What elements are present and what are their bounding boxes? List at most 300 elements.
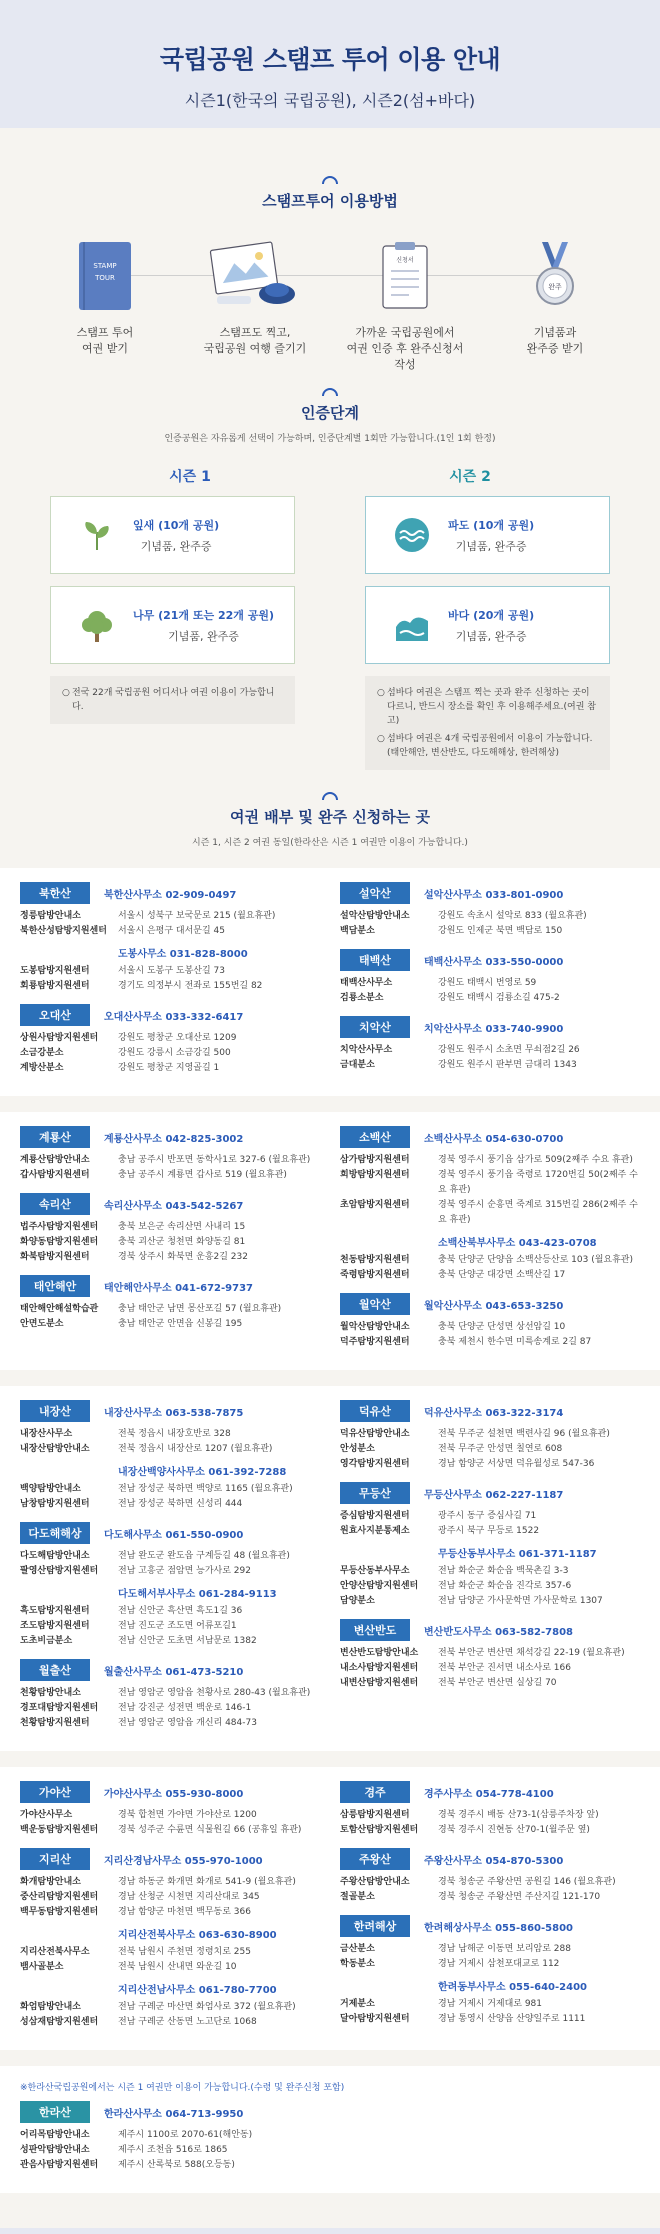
place-name: 천황탐방지원센터 bbox=[20, 1718, 90, 1728]
park-office: 덕유산사무소 063-322-3174 bbox=[424, 1407, 564, 1419]
park-entry bbox=[340, 1781, 640, 1838]
place-row bbox=[340, 1253, 640, 1268]
place-name: 다도해탐방안내소 bbox=[20, 1551, 90, 1561]
place-row bbox=[340, 1997, 640, 2012]
place-row bbox=[340, 1457, 640, 1472]
levels-section bbox=[0, 388, 660, 770]
place-name: 가야산사무소 bbox=[20, 1810, 73, 1820]
park-entry bbox=[340, 949, 640, 1006]
place-row bbox=[20, 1317, 320, 1332]
park-head bbox=[340, 1619, 640, 1641]
place-name: 성판악탐방안내소 bbox=[20, 2145, 90, 2155]
place-row bbox=[20, 1960, 320, 1975]
place-row bbox=[340, 1043, 640, 1058]
park-entry bbox=[340, 1016, 640, 1073]
place-address: 경북 영주시 풍기읍 죽령로 1720번길 50(2째주 수요 휴관) bbox=[438, 1170, 638, 1195]
place-address: 전북 무주군 설천면 백련사길 96 (월요휴관) bbox=[438, 1429, 610, 1439]
place-row bbox=[340, 1594, 640, 1609]
place-row bbox=[340, 1320, 640, 1335]
park-head bbox=[20, 1004, 320, 1026]
place-address: 충북 보은군 속리산면 사내리 15 bbox=[118, 1222, 246, 1232]
place-address: 전북 무주군 안성면 칠연로 608 bbox=[438, 1444, 563, 1454]
place-row bbox=[340, 1524, 640, 1539]
region-left-column bbox=[20, 1400, 320, 1741]
place-name: 계방산분소 bbox=[20, 1063, 64, 1073]
park-office: 태백산사무소 033-550-0000 bbox=[424, 956, 564, 968]
place-row bbox=[340, 1579, 640, 1594]
park-office: 설악산사무소 033-801-0900 bbox=[424, 889, 564, 901]
park-head bbox=[20, 1275, 320, 1297]
place-name: 내소사탐방지원센터 bbox=[340, 1663, 419, 1673]
place-address: 경남 함양군 서상면 덕유월성로 547-36 bbox=[438, 1459, 595, 1469]
park-office: 경주사무소 054-778-4100 bbox=[424, 1788, 554, 1800]
tree-icon bbox=[77, 605, 117, 645]
park-head bbox=[340, 1016, 640, 1038]
region-left-column bbox=[20, 1781, 320, 2040]
place-row bbox=[20, 1875, 320, 1890]
place-row bbox=[340, 909, 640, 924]
place-address: 제주시 조천읍 516로 1865 bbox=[118, 2145, 228, 2155]
park-entry bbox=[20, 1400, 320, 1512]
place-address: 강원도 인제군 북면 백담로 150 bbox=[438, 926, 563, 936]
place-name: 백담분소 bbox=[340, 926, 375, 936]
place-row bbox=[20, 1031, 320, 1046]
park-sub-office: 지리산전남사무소 061-780-7700 bbox=[118, 1985, 277, 1996]
park-entry bbox=[340, 1915, 640, 2027]
levels-title: 인증단계 bbox=[301, 404, 359, 422]
place-address: 충북 단양군 단성면 상선암길 10 bbox=[438, 1322, 566, 1332]
park-office: 월출산사무소 061-473-5210 bbox=[104, 1666, 244, 1678]
place-row bbox=[340, 1942, 640, 1957]
footer-bar bbox=[0, 2228, 660, 2234]
park-office: 한려해상사무소 055-860-5800 bbox=[424, 1922, 573, 1934]
place-row bbox=[340, 2012, 640, 2027]
place-address: 충남 공주시 계룡면 갑사로 519 (월요휴관) bbox=[118, 1170, 287, 1180]
place-row bbox=[340, 1268, 640, 1283]
place-name: 안면도분소 bbox=[20, 1319, 64, 1329]
region-block bbox=[0, 1767, 660, 2050]
place-address: 광주시 동구 증심사길 71 bbox=[438, 1511, 537, 1521]
place-row bbox=[20, 2158, 640, 2173]
place-address: 전남 화순군 화순읍 백묵촌길 3-3 bbox=[438, 1566, 569, 1576]
place-address: 경남 거제시 거제대로 981 bbox=[438, 1999, 543, 2009]
place-row bbox=[340, 1676, 640, 1691]
park-entry bbox=[20, 1659, 320, 1731]
park-entry bbox=[20, 882, 320, 994]
park-tag: 치악산 bbox=[340, 1016, 410, 1038]
park-sub-office: 도봉사무소 031-828-8000 bbox=[118, 949, 248, 960]
park-tag: 오대산 bbox=[20, 1004, 90, 1026]
place-name: 흑도탐방지원센터 bbox=[20, 1606, 90, 1616]
park-tag: 설악산 bbox=[340, 882, 410, 904]
region-left-column bbox=[20, 1126, 320, 1360]
place-name: 금대분소 bbox=[340, 1060, 375, 1070]
arc-icon bbox=[322, 792, 338, 800]
places-blocks bbox=[0, 868, 660, 2050]
park-head bbox=[20, 1659, 320, 1681]
place-name: 팔영산탐방지원센터 bbox=[20, 1566, 99, 1576]
place-row bbox=[20, 1427, 320, 1442]
stamp-photo-icon bbox=[190, 237, 320, 315]
place-row bbox=[20, 1945, 320, 1960]
place-address: 강원도 태백시 번영로 59 bbox=[438, 978, 537, 988]
place-address: 강원도 평창군 오대산로 1209 bbox=[118, 1033, 237, 1043]
place-address: 전북 부안군 변산면 실상길 70 bbox=[438, 1678, 557, 1688]
place-address: 충북 단양군 단양읍 소백산등산로 103 (월요휴관) bbox=[438, 1255, 633, 1265]
park-head bbox=[340, 1400, 640, 1422]
step-4-label: 기념품과 완주증 받기 bbox=[526, 326, 584, 355]
place-row bbox=[340, 1875, 640, 1890]
place-name: 법주사탐방지원센터 bbox=[20, 1222, 99, 1232]
place-address: 경기도 의정부시 전좌로 155번길 82 bbox=[118, 981, 263, 991]
place-row bbox=[340, 991, 640, 1006]
place-name: 어리목탐방안내소 bbox=[20, 2130, 90, 2140]
method-title: 스탬프투어 이용방법 bbox=[262, 192, 398, 210]
place-address: 경남 산청군 시천면 지리산대로 345 bbox=[118, 1892, 260, 1902]
place-name: 내장산탐방안내소 bbox=[20, 1444, 90, 1454]
place-name: 지리산전북사무소 bbox=[20, 1947, 90, 1957]
park-office: 월악산사무소 043-653-3250 bbox=[424, 1300, 564, 1312]
place-name: 북한산성탐방지원센터 bbox=[20, 926, 107, 936]
place-name: 증심탐방지원센터 bbox=[340, 1511, 410, 1521]
form-clipboard-icon bbox=[340, 237, 470, 315]
park-entry bbox=[340, 1400, 640, 1472]
park-entry bbox=[20, 1126, 320, 1183]
park-entry bbox=[20, 1193, 320, 1265]
place-name: 학동분소 bbox=[340, 1959, 375, 1969]
place-name: 조도탐방지원센터 bbox=[20, 1621, 90, 1631]
place-name: 태백산사무소 bbox=[340, 978, 393, 988]
place-address: 경남 남해군 이동면 보리암로 288 bbox=[438, 1944, 571, 1954]
park-entry bbox=[20, 1004, 320, 1076]
park-tag: 태백산 bbox=[340, 949, 410, 971]
park-entry bbox=[20, 1848, 320, 2030]
place-address: 경북 청송군 주왕산면 공원길 146 (월요휴관) bbox=[438, 1877, 616, 1887]
place-row bbox=[20, 1220, 320, 1235]
place-row bbox=[20, 1497, 320, 1512]
season2-note: ○ 섬바다 여권은 스탬프 찍는 곳과 완주 신청하는 곳이 다르니, 반드시 장소를 확인 후 이용해주세요.(여권 참고) ○ 섬바다 여권은 4개 국립공원에서 이용이 가능합니다. (태안해안, 변산반도, 다도해해상, 한려해상) bbox=[365, 676, 610, 770]
place-address: 충남 태안군 남면 몽산포길 57 (월요휴관) bbox=[118, 1304, 282, 1314]
place-name: 검룡소분소 bbox=[340, 993, 384, 1003]
place-row bbox=[20, 1482, 320, 1497]
place-address: 충남 태안군 안면읍 신봉길 195 bbox=[118, 1319, 243, 1329]
place-address: 강원도 원주시 소초면 무쇠점2길 26 bbox=[438, 1045, 580, 1055]
steps-connector bbox=[120, 275, 540, 276]
place-address: 전남 화순군 화순읍 진각로 357-6 bbox=[438, 1581, 572, 1591]
place-address: 전북 부안군 진서면 내소사로 166 bbox=[438, 1663, 571, 1673]
place-name: 변산반도탐방안내소 bbox=[340, 1648, 419, 1658]
place-address: 전남 장성군 북하면 백양로 1165 (월요휴관) bbox=[118, 1484, 293, 1494]
park-head bbox=[20, 882, 320, 904]
place-row bbox=[340, 976, 640, 991]
place-row bbox=[20, 1823, 320, 1838]
park-entry bbox=[340, 1619, 640, 1691]
place-name: 백양탐방안내소 bbox=[20, 1484, 81, 1494]
park-office: 치악산사무소 033-740-9900 bbox=[424, 1023, 564, 1035]
region-right-column bbox=[340, 882, 640, 1086]
park-office: 다도해사무소 061-550-0900 bbox=[104, 1529, 244, 1541]
park-tag: 다도해해상 bbox=[20, 1522, 90, 1544]
place-name: 백무동탐방지원센터 bbox=[20, 1907, 99, 1917]
region-block bbox=[0, 868, 660, 1096]
place-name: 경포대탐방지원센터 bbox=[20, 1703, 99, 1713]
park-head bbox=[340, 1848, 640, 1870]
place-name: 소금강분소 bbox=[20, 1048, 64, 1058]
park-tag: 지리산 bbox=[20, 1848, 90, 1870]
place-row bbox=[20, 1890, 320, 1905]
place-row bbox=[340, 1335, 640, 1350]
park-entry bbox=[340, 1126, 640, 1283]
place-row bbox=[340, 1890, 640, 1905]
place-address: 강원도 태백시 검룡소길 475-2 bbox=[438, 993, 560, 1003]
place-name: 천동탐방지원센터 bbox=[340, 1255, 410, 1265]
place-name: 삼가탐방지원센터 bbox=[340, 1155, 410, 1165]
park-entry bbox=[340, 1482, 640, 1609]
park-entry bbox=[340, 1848, 640, 1905]
region-right-column bbox=[340, 1126, 640, 1360]
place-row bbox=[20, 1235, 320, 1250]
place-address: 전남 장성군 북하면 신성리 444 bbox=[118, 1499, 243, 1509]
place-name: 계룡산탐방안내소 bbox=[20, 1155, 90, 1165]
season1-note: ○ 전국 22개 국립공원 어디서나 여권 이용이 가능합니다. bbox=[50, 676, 295, 724]
place-address: 전남 담양군 가사문학면 가사문학로 1307 bbox=[438, 1596, 603, 1606]
place-address: 경북 상주시 화북면 운흥2길 232 bbox=[118, 1252, 248, 1262]
park-head bbox=[340, 1781, 640, 1803]
place-row bbox=[340, 1198, 640, 1228]
page-subtitle: 시즌1(한국의 국립공원), 시즌2(섬+바다) bbox=[184, 91, 476, 110]
place-row bbox=[20, 1250, 320, 1265]
place-row bbox=[340, 1168, 640, 1198]
place-address: 서울시 도봉구 도봉산길 73 bbox=[118, 966, 225, 976]
park-entry bbox=[20, 1781, 320, 1838]
place-row bbox=[340, 1646, 640, 1661]
place-address: 경북 영주시 풍기읍 삼가로 509(2째주 수요 휴관) bbox=[438, 1155, 633, 1165]
place-row bbox=[20, 1061, 320, 1076]
place-address: 경북 청송군 주왕산면 주산지길 121-170 bbox=[438, 1892, 601, 1902]
medal-icon bbox=[490, 237, 620, 315]
park-office: 지리산경남사무소 055-970-1000 bbox=[104, 1855, 263, 1867]
place-row bbox=[340, 1957, 640, 1972]
place-row bbox=[20, 1153, 320, 1168]
park-tag: 덕유산 bbox=[340, 1400, 410, 1422]
park-office: 계룡산사무소 042-825-3002 bbox=[104, 1133, 244, 1145]
place-address: 전북 정읍시 내장산로 1207 (월요휴관) bbox=[118, 1444, 273, 1454]
park-office: 무등산사무소 062-227-1187 bbox=[424, 1489, 564, 1501]
park-head bbox=[340, 1126, 640, 1148]
place-name: 화양동탐방지원센터 bbox=[20, 1237, 99, 1247]
svg-text:STAMP: STAMP bbox=[93, 262, 117, 270]
place-name: 무등산동부사무소 bbox=[340, 1566, 410, 1576]
place-row bbox=[20, 979, 320, 994]
place-row bbox=[20, 1634, 320, 1649]
place-address: 전남 영암군 영암읍 천황사로 280-43 (월요휴관) bbox=[118, 1688, 311, 1698]
place-address: 전북 정읍시 내장호반로 328 bbox=[118, 1429, 231, 1439]
place-name: 화개탐방안내소 bbox=[20, 1877, 81, 1887]
place-name: 천황탐방안내소 bbox=[20, 1688, 81, 1698]
place-address: 충북 괴산군 청천면 화양동길 81 bbox=[118, 1237, 246, 1247]
place-row bbox=[340, 924, 640, 939]
place-name: 담양분소 bbox=[340, 1596, 375, 1606]
header bbox=[0, 0, 660, 128]
park-sub-office: 무등산동부사무소 061-371-1187 bbox=[438, 1549, 597, 1560]
place-name: 태안해안해설학습관 bbox=[20, 1304, 99, 1314]
park-office: 주왕산사무소 054-870-5300 bbox=[424, 1855, 564, 1867]
svg-text:신청서: 신청서 bbox=[396, 257, 414, 264]
place-name: 달아탐방지원센터 bbox=[340, 2014, 410, 2024]
method-section bbox=[0, 176, 660, 373]
park-sub-office: 한려동부사무소 055-640-2400 bbox=[438, 1982, 587, 1993]
step-1 bbox=[40, 237, 170, 373]
place-row bbox=[20, 1302, 320, 1317]
place-name: 거제분소 bbox=[340, 1999, 375, 2009]
place-row bbox=[20, 909, 320, 924]
park-office: 한라산사무소 064-713-9950 bbox=[104, 2108, 244, 2120]
park-head bbox=[20, 1522, 320, 1544]
place-row bbox=[20, 1564, 320, 1579]
place-name: 월악산탐방안내소 bbox=[340, 1322, 410, 1332]
park-tag: 계룡산 bbox=[20, 1126, 90, 1148]
place-name: 설악산탐방안내소 bbox=[340, 911, 410, 921]
place-row bbox=[20, 1905, 320, 1920]
hallasan-block bbox=[0, 2066, 660, 2193]
place-name: 남창탐방지원센터 bbox=[20, 1499, 90, 1509]
place-name: 뱀사골분소 bbox=[20, 1962, 64, 1972]
place-row bbox=[20, 2015, 320, 2030]
park-office: 오대산사무소 033-332-6417 bbox=[104, 1011, 244, 1023]
season1-title: 시즌 1 bbox=[169, 469, 211, 485]
level-desc: 기념품, 완주증 bbox=[140, 539, 212, 553]
place-row bbox=[20, 1716, 320, 1731]
place-address: 경북 영주시 순흥면 죽계로 315번길 286(2째주 수요 휴관) bbox=[438, 1200, 638, 1225]
park-sub-office: 내장산백양사사무소 061-392-7288 bbox=[118, 1467, 287, 1478]
place-address: 서울시 은평구 대서문길 45 bbox=[118, 926, 225, 936]
season2-column bbox=[365, 496, 610, 770]
park-office: 변산반도사무소 063-582-7808 bbox=[424, 1626, 573, 1638]
place-address: 전남 완도군 완도읍 구계등길 48 (월요휴관) bbox=[118, 1551, 290, 1561]
park-head bbox=[20, 1126, 320, 1148]
level-name: 바다 (20개 공원) bbox=[448, 608, 535, 622]
place-row bbox=[20, 964, 320, 979]
place-name: 내변산탐방지원센터 bbox=[340, 1678, 419, 1688]
park-head bbox=[340, 882, 640, 904]
park-head bbox=[20, 1848, 320, 1870]
park-sub-office: 다도해서부사무소 061-284-9113 bbox=[118, 1589, 277, 1600]
season1-column bbox=[50, 496, 295, 770]
arc-icon bbox=[322, 388, 338, 396]
place-name: 화엄탐방안내소 bbox=[20, 2002, 81, 2012]
park-office: 가야산사무소 055-930-8000 bbox=[104, 1788, 244, 1800]
place-name: 관음사탐방지원센터 bbox=[20, 2160, 99, 2170]
step-2 bbox=[190, 237, 320, 373]
place-row bbox=[20, 2000, 320, 2015]
step-3 bbox=[340, 237, 470, 373]
place-name: 금산분소 bbox=[340, 1944, 375, 1954]
region-right-column bbox=[340, 1781, 640, 2040]
park-head bbox=[340, 1482, 640, 1504]
park-head bbox=[20, 1400, 320, 1422]
sprout-icon bbox=[77, 515, 117, 555]
park-tag: 경주 bbox=[340, 1781, 410, 1803]
places-title: 여권 배부 및 완주 신청하는 곳 bbox=[230, 808, 430, 826]
hallasan-note: ※한라산국립공원에서는 시즌 1 여권만 이용이 가능합니다.(수령 및 완주신청 포함) bbox=[20, 2083, 345, 2093]
place-address: 전북 남원시 산내면 와운길 10 bbox=[118, 1962, 237, 1972]
level-card-wave bbox=[365, 496, 610, 574]
region-right-column bbox=[340, 1400, 640, 1741]
place-address: 전남 구례군 산동면 노고단로 1068 bbox=[118, 2017, 257, 2027]
place-address: 충남 공주시 반포면 동학사1로 327-6 (월요휴관) bbox=[118, 1155, 311, 1165]
level-card-sea bbox=[365, 586, 610, 664]
place-name: 화북탐방지원센터 bbox=[20, 1252, 90, 1262]
method-steps bbox=[40, 237, 620, 373]
park-head bbox=[20, 1781, 320, 1803]
place-name: 갑사탐방지원센터 bbox=[20, 1170, 90, 1180]
place-address: 경북 합천면 가야면 가야산로 1200 bbox=[118, 1810, 257, 1820]
svg-text:완주: 완주 bbox=[548, 283, 562, 291]
park-head bbox=[20, 1193, 320, 1215]
place-name: 덕주탐방지원센터 bbox=[340, 1337, 410, 1347]
park-entry bbox=[20, 1522, 320, 1649]
places-subtitle: 시즌 1, 시즌 2 여권 동일(한라산은 시즌 1 여권만 이용이 가능합니다.) bbox=[192, 838, 468, 848]
arc-icon bbox=[322, 176, 338, 184]
place-address: 경북 경주시 배동 산73-1(삼릉주차장 앞) bbox=[438, 1810, 599, 1820]
place-address: 충북 단양군 대강면 소백산길 17 bbox=[438, 1270, 566, 1280]
svg-text:TOUR: TOUR bbox=[95, 274, 115, 282]
place-row bbox=[340, 1058, 640, 1073]
place-address: 전남 신안군 도초면 서남문로 1382 bbox=[118, 1636, 257, 1646]
place-row bbox=[20, 1442, 320, 1457]
place-row bbox=[340, 1661, 640, 1676]
passport-icon bbox=[40, 237, 170, 315]
step-3-label: 가까운 국립공원에서 여권 인증 후 완주신청서 작성 bbox=[346, 326, 464, 371]
place-address: 제주시 1100로 2070-61(해안동) bbox=[118, 2130, 253, 2140]
place-row bbox=[20, 1686, 320, 1701]
level-desc: 기념품, 완주증 bbox=[455, 629, 527, 643]
places-section bbox=[0, 792, 660, 2209]
place-name: 원효사지분통제소 bbox=[340, 1526, 410, 1536]
place-name: 상원사탐방지원센터 bbox=[20, 1033, 99, 1043]
level-name: 나무 (21개 또는 22개 공원) bbox=[133, 608, 274, 622]
place-name: 치악산사무소 bbox=[340, 1045, 393, 1055]
level-desc: 기념품, 완주증 bbox=[168, 629, 239, 643]
level-name: 파도 (10개 공원) bbox=[448, 518, 535, 532]
place-address: 강원도 강릉시 소금강길 500 bbox=[118, 1048, 231, 1058]
park-office: 태안해안사무소 041-672-9737 bbox=[104, 1282, 253, 1294]
park-office: 소백산사무소 054-630-0700 bbox=[424, 1133, 564, 1145]
park-office: 북한산사무소 02-909-0497 bbox=[104, 889, 237, 901]
place-address: 충북 제천시 한수면 미륵송계로 2길 87 bbox=[438, 1337, 592, 1347]
place-address: 제주시 산록북로 588(오등동) bbox=[118, 2160, 235, 2170]
place-address: 전남 영암군 영암읍 개신리 484-73 bbox=[118, 1718, 257, 1728]
park-head bbox=[340, 949, 640, 971]
region-left-column bbox=[20, 882, 320, 1086]
place-address: 경남 거제시 삼천포대교로 112 bbox=[438, 1959, 560, 1969]
place-name: 토함산탐방지원센터 bbox=[340, 1825, 419, 1835]
step-4 bbox=[490, 237, 620, 373]
park-tag: 주왕산 bbox=[340, 1848, 410, 1870]
place-address: 서울시 성북구 보국문로 215 (월요휴관) bbox=[118, 911, 276, 921]
place-row bbox=[340, 1427, 640, 1442]
page-title: 국립공원 스탬프 투어 이용 안내 bbox=[159, 45, 501, 74]
park-tag: 무등산 bbox=[340, 1482, 410, 1504]
place-name: 도초비금분소 bbox=[20, 1636, 73, 1646]
step-2-label: 스탬프도 찍고, 국립공원 여행 즐기기 bbox=[203, 326, 307, 355]
park-tag: 한라산 bbox=[20, 2101, 90, 2123]
park-entry bbox=[340, 1293, 640, 1350]
place-row bbox=[20, 2143, 640, 2158]
season2-title: 시즌 2 bbox=[449, 469, 491, 485]
park-tag: 소백산 bbox=[340, 1126, 410, 1148]
park-entry bbox=[20, 1275, 320, 1332]
